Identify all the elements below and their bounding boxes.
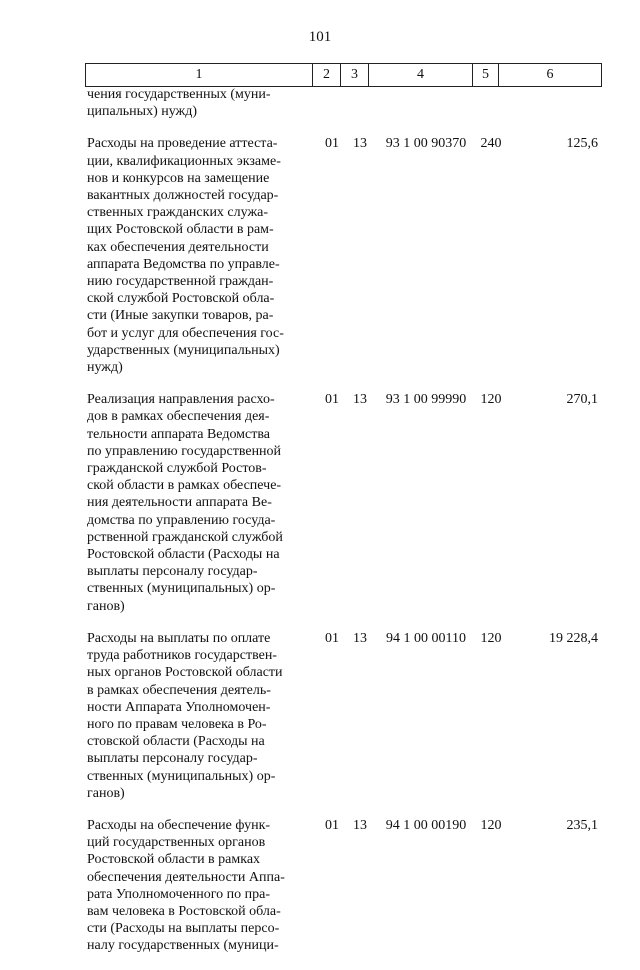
- table-row: [85, 630, 601, 802]
- target-item-code: 93 1 00 90370: [385, 136, 467, 152]
- amount: 270,1: [566, 392, 598, 408]
- column-header-3: 3: [341, 64, 369, 87]
- amount: 125,6: [566, 136, 598, 152]
- row-description: Реализация направления расхо- дов в рамках обеспечения дея- тельности аппарата Ведомства по управлению государственной гражданской службой Ростов- ской области в рамках обеспече- ния деятельности аппарата Ве- домства по управлению госуда- рственной гражданской службой Ростовской области (Расходы на выплаты персоналу государ- ственных (муниципальных) ор- ганов): [87, 392, 283, 614]
- subsection-code: 13: [353, 817, 367, 833]
- column-header-4: 4: [369, 64, 473, 87]
- row-description: Расходы на обеспечение функ- ций государственных органов Ростовской области в рамках обеспечения деятельности Аппа- рата Уполномоченного по пра- вам человека в Ростовской обла- сти (Расходы на выплаты персо- налу государственных (муници-: [87, 817, 285, 954]
- amount: 235,1: [566, 817, 598, 833]
- table-row: [85, 391, 601, 615]
- row-description: чения государственных (муни- ципальных) нужд): [87, 87, 271, 120]
- section-code: 01: [325, 392, 339, 408]
- column-header-row: [86, 64, 602, 87]
- column-header-6: 6: [499, 64, 602, 87]
- row-description: Расходы на выплаты по оплате труда работников государствен- ных органов Ростовской области в рамках обеспечения деятель- ности Аппарата Уполномочен- ного по правам человека в Ро- стовской области (Расходы на выплаты персоналу государ- ственных (муниципальных) ор- ганов): [87, 630, 283, 801]
- section-code: 01: [325, 817, 339, 833]
- table-row: [85, 817, 601, 955]
- column-header-2: 2: [313, 64, 341, 87]
- subsection-code: 13: [353, 392, 367, 408]
- table-body: [85, 86, 601, 970]
- expense-type-code: 120: [480, 630, 502, 646]
- amount: 19 228,4: [549, 630, 598, 646]
- column-header-table: [85, 63, 602, 87]
- table-row: [85, 86, 601, 120]
- target-item-code: 93 1 00 99990: [385, 392, 467, 408]
- expense-type-code: 240: [480, 136, 502, 152]
- column-header-5: 5: [473, 64, 499, 87]
- expense-type-code: 120: [480, 392, 502, 408]
- section-code: 01: [325, 630, 339, 646]
- target-item-code: 94 1 00 00110: [386, 630, 466, 646]
- row-description: Расходы на проведение аттеста- ции, квалификационных экзаме- нов и конкурсов на замещение вакантных должностей государ- ственных гражданских служа- щих Ростовской области в рам- ках обеспечения деятельности аппарата Ведомства по управле- нию государственной граждан- ской службой Ростовской обла- сти (Иные закупки товаров, ра- бот и услуг для обеспечения гос- ударственных (муниципальных) нужд): [87, 136, 284, 376]
- target-item-code: 94 1 00 00190: [385, 817, 467, 833]
- expense-type-code: 120: [480, 817, 502, 833]
- subsection-code: 13: [353, 136, 367, 152]
- section-code: 01: [325, 136, 339, 152]
- page-number: 101: [308, 29, 332, 45]
- subsection-code: 13: [353, 630, 367, 646]
- table-row: [85, 135, 601, 376]
- column-header-1: 1: [86, 64, 313, 87]
